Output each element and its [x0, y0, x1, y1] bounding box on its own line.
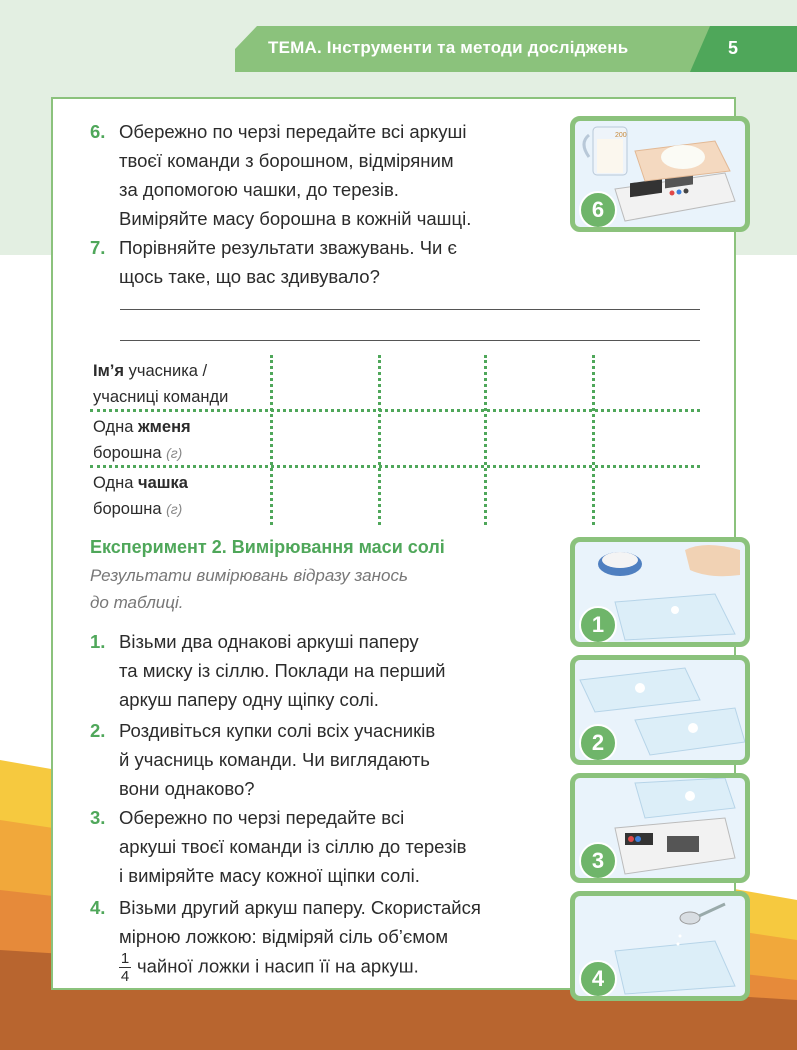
photo-step-1	[570, 537, 750, 647]
page-title: ТЕМА. Інструменти та методи досліджень	[268, 38, 629, 57]
task-2	[90, 716, 530, 806]
task-text: Обережно по черзі передайте всі аркуші твоєї команди з борошном, відміряним за допомогою чашки, до терезів. Виміряйте масу борошна в кожній чашці.	[119, 121, 472, 229]
task-number: 6.	[90, 121, 106, 142]
table-divider	[90, 465, 700, 468]
task-line: чайної ложки і насип її на аркуш.	[137, 955, 419, 977]
experiment-title: Експеримент 2. Вимірювання маси солі	[90, 537, 445, 557]
task-number: 1.	[90, 631, 106, 652]
photo-step-2	[570, 655, 750, 765]
step-badge: 4	[579, 960, 617, 998]
table-row-handful	[93, 414, 191, 466]
task-text: Візьми два однакові аркуші паперу та миску із сіллю. Поклади на перший аркуш паперу одну щіпку солі.	[119, 631, 446, 710]
task-6	[90, 117, 550, 235]
row-label-line2: борошна	[93, 500, 162, 518]
fraction-numerator: 1	[120, 950, 130, 967]
step-badge: 3	[579, 842, 617, 880]
row-label: Одна	[93, 474, 134, 492]
page-number: 5	[728, 38, 739, 58]
task-7	[90, 233, 550, 293]
cup-label: 200	[615, 132, 627, 139]
table-divider	[484, 355, 487, 525]
unit-label: (г)	[166, 501, 183, 517]
row-label-line2: борошна	[93, 444, 162, 462]
table-divider	[90, 409, 700, 412]
table-divider	[592, 355, 595, 525]
row-label: учасника /	[128, 362, 208, 380]
table-row-name	[93, 358, 228, 410]
row-label-line2: учасниці команди	[93, 388, 229, 406]
fraction-denominator: 4	[120, 968, 130, 985]
step-badge: 2	[579, 724, 617, 762]
step-badge: 1	[579, 606, 617, 644]
table-divider	[378, 355, 381, 525]
row-label: Одна	[93, 418, 134, 436]
unit-label: (г)	[166, 445, 183, 461]
row-label-bold: Ім’я	[93, 362, 125, 380]
step-badge: 6	[579, 191, 617, 229]
task-3	[90, 803, 540, 893]
table-row-cup	[93, 470, 188, 522]
task-number: 7.	[90, 237, 106, 258]
task-number: 4.	[90, 897, 106, 918]
task-1	[90, 627, 530, 717]
answer-line	[120, 309, 700, 310]
photo-step-4	[570, 891, 750, 1001]
task-line: Візьми другий аркуш паперу. Скористайся	[119, 897, 481, 918]
task-number: 3.	[90, 807, 106, 828]
experiment-subtitle: Результати вимірювань відразу занось до таблиці.	[90, 566, 408, 612]
photo-scale-flour	[570, 116, 750, 232]
answer-line	[120, 340, 700, 341]
task-number: 2.	[90, 720, 106, 741]
task-text	[119, 893, 481, 984]
task-line: мірною ложкою: відміряй сіль об’ємом	[119, 926, 449, 947]
task-text: Роздивіться купки солі всіх учасників й учасниць команди. Чи виглядають вони однаково?	[119, 720, 436, 799]
task-text: Порівняйте результати зважувань. Чи є щось таке, що вас здивувало?	[119, 237, 457, 287]
table-divider	[270, 355, 273, 525]
photo-step-3	[570, 773, 750, 883]
fraction	[119, 951, 131, 984]
task-4	[90, 893, 540, 985]
row-label-bold: чашка	[137, 474, 188, 492]
row-label-bold: жменя	[137, 418, 191, 436]
task-text: Обережно по черзі передайте всі аркуші твоєї команди із сіллю до терезів і виміряйте масу кожної щіпки солі.	[119, 807, 467, 886]
